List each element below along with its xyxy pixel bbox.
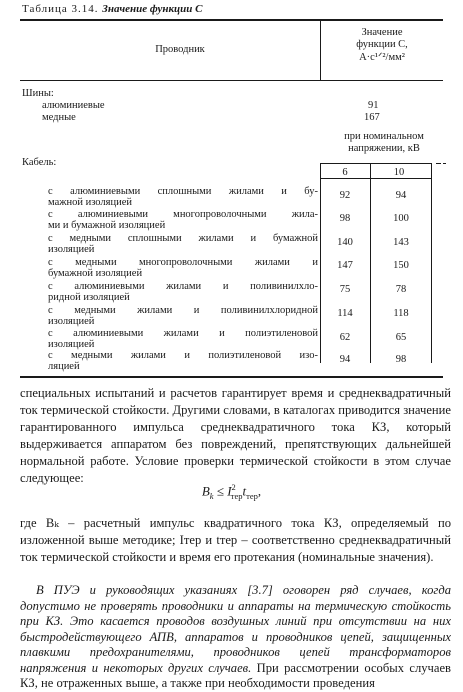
cable-label: Кабель: <box>22 157 57 168</box>
table-caption-label: Таблица 3.14. <box>22 3 99 15</box>
cable-row-3-v10: 143 <box>393 237 409 248</box>
thermal-stability-formula <box>0 482 463 501</box>
cable-row-4-v6: 147 <box>337 260 353 271</box>
cable-row-5-line2: ридной изоляцией <box>48 292 130 303</box>
body-paragraph-3-rest: При рассмотрении особых случаев КЗ, не отраженных выше, а также при необходимости проведения <box>20 660 451 690</box>
voltage-dash-2 <box>443 163 446 164</box>
cable-row-6-v10: 118 <box>393 308 409 319</box>
voltage-dash-1 <box>436 163 441 164</box>
cable-row-6-line1: с медными жилами и поливинилхлоридной <box>48 305 318 316</box>
formula-lhs: B <box>201 483 210 499</box>
cable-row-2-v6: 98 <box>339 213 351 224</box>
body-paragraph-3-italic: В ПУЭ и руководящих указаниях [3.7] оговорен ряд случаев, когда допустимо не проверять проводники и аппараты на термическую стойкость при КЗ. Это касается проводов воздушных линий при отсутствии на них быстродействующего АПВ, аппаратов и проводников цепей, защищенных плавкими предохранителями, проводников цепей трансформаторов напряжения и некоторых других случаев. <box>20 583 451 675</box>
cable-row-4-v10: 150 <box>393 260 409 271</box>
cable-row-6-line2: изоляцией <box>48 316 95 327</box>
table-top-rule <box>20 19 443 21</box>
cable-row-1-v6: 92 <box>339 190 351 201</box>
cable-row-5-line1: с алюминиевыми жилами и поливинилхло- <box>48 281 318 292</box>
header-conductor: Проводник <box>155 44 205 55</box>
cable-row-3-line2: изоляцией <box>48 244 95 255</box>
bus-value-aluminum: 91 <box>368 100 379 111</box>
body-paragraph-1: специальных испытаний и расчетов гарантирует время и среднеквадратичный ток термической стойкости. Другими словами, в каталогах приводится значение гарантированного импульса среднеквадратичного тока КЗ, который выдерживается аппаратом без повреждений, препятствующих дальнейшей нормальной работе. Условие проверки термической стойкости в этом случае следующее: <box>20 386 451 485</box>
table-caption-title: Значение функции C <box>102 3 203 15</box>
formula-lhs-sub: k <box>209 490 214 501</box>
bus-name-aluminum: алюминиевые <box>42 100 105 111</box>
voltage-10: 10 <box>393 167 405 178</box>
cable-row-2-line1: с алюминиевыми многопроволочными жила- <box>48 209 318 220</box>
table-header-divider <box>320 19 321 80</box>
cable-row-1-v10: 94 <box>395 190 407 201</box>
header-value-line3: А·с¹ᐟ²/мм² <box>359 52 405 63</box>
body-paragraph-2: где Bₖ – расчетный импульс квадратичного тока КЗ, определяемый по изложенной выше методике; Iтер и tтер – соответственно среднеквадратичный ток термической стойкости и время его протекания (номинальные значения). <box>20 516 451 564</box>
formula-tail: , <box>257 483 262 499</box>
cable-row-8-v10: 98 <box>395 354 407 365</box>
formula-rhs-sub: тер <box>230 490 243 501</box>
cable-row-1-line1: с алюминиевыми сплошными жилами и бу- <box>48 186 318 197</box>
body-paragraph-3 <box>20 583 451 692</box>
table-caption <box>22 3 202 15</box>
cable-row-6-v6: 114 <box>337 308 353 319</box>
table-bottom-rule <box>20 376 443 378</box>
cable-row-8-v6: 94 <box>339 354 351 365</box>
voltage-header-rule <box>320 163 432 164</box>
voltage-values-rule <box>320 178 432 179</box>
cable-row-8-line1: с медными жилами и полиэтиленовой изо- <box>48 350 318 361</box>
bus-name-copper: медные <box>42 112 76 123</box>
voltage-header-line1: при номинальном <box>344 131 424 142</box>
cable-row-3-v6: 140 <box>337 237 353 248</box>
cable-row-2-v10: 100 <box>393 213 409 224</box>
cable-row-8-line2: ляцией <box>48 361 80 372</box>
cable-row-7-v10: 65 <box>395 332 407 343</box>
cable-row-1-line2: мажной изоляцией <box>48 197 133 208</box>
buses-label: Шины: <box>22 88 54 99</box>
cable-row-7-v6: 62 <box>339 332 351 343</box>
cable-row-5-v6: 75 <box>339 284 351 295</box>
formula-rhs: I <box>227 483 232 499</box>
table-header-bottom-rule <box>20 80 443 81</box>
formula-rhs2-sub: тер <box>246 490 258 501</box>
header-value-line2: функции C, <box>356 39 408 50</box>
voltage-header-line2: напряжении, кВ <box>348 143 420 154</box>
cable-row-2-line2: ми и бумажной изоляцией <box>48 220 166 231</box>
voltage-6: 6 <box>342 167 348 178</box>
voltage-col-right <box>431 163 432 363</box>
formula-rhs2: t <box>242 483 247 499</box>
formula-rhs-sup: 2 <box>231 482 236 492</box>
bus-value-copper: 167 <box>364 112 380 123</box>
cable-row-7-line2: изоляцией <box>48 339 95 350</box>
cable-row-7-line1: с алюминиевыми жилами и полиэтиленовой <box>48 328 318 339</box>
cable-row-4-line1: с медными многопроволочными жилами и <box>48 257 318 268</box>
cable-row-3-line1: с медными сплошными жилами и бумажной <box>48 233 318 244</box>
header-value-line1: Значение <box>361 27 403 38</box>
cable-row-4-line2: бумажной изоляцией <box>48 268 143 279</box>
cable-row-5-v10: 78 <box>395 284 407 295</box>
formula-relation: ≤ <box>216 483 224 499</box>
